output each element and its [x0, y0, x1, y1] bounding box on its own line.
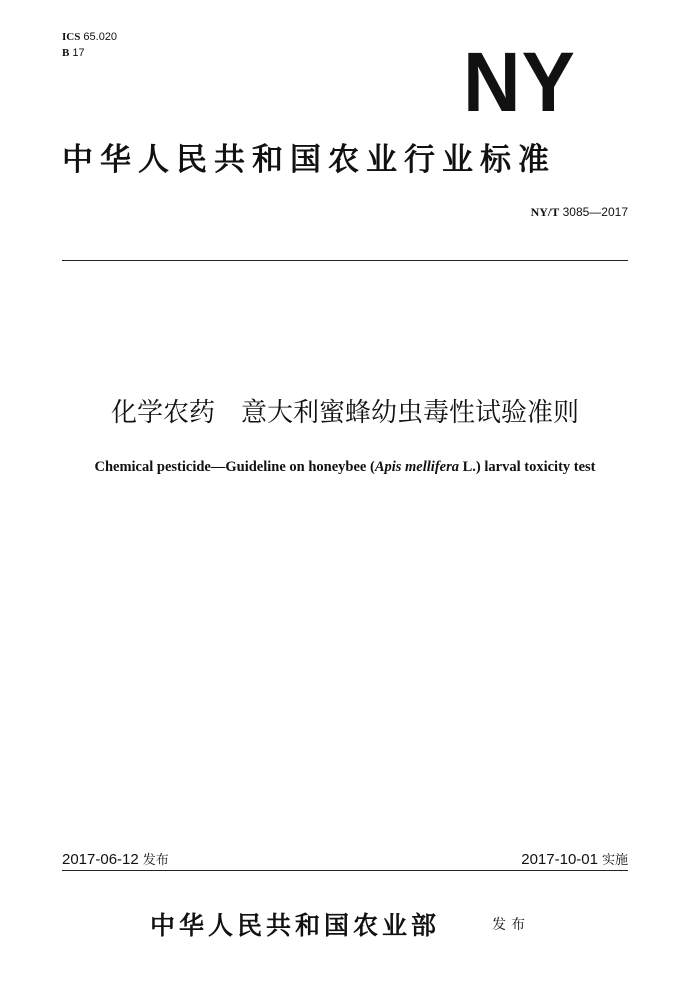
- issuing-authority: 中华人民共和国农业部: [150, 911, 441, 940]
- ics-line: [62, 29, 117, 45]
- ny-logo: NY: [463, 35, 576, 129]
- class-code: 17: [72, 47, 85, 59]
- page-title: 中华人民共和国农业行业标准: [62, 142, 556, 178]
- document-title-cn: [62, 395, 628, 431]
- title-en-after: L.) larval toxicity test: [459, 459, 596, 475]
- title-en-species: Apis mellifera: [374, 459, 459, 475]
- effective-date-value: 2017-10-01: [521, 851, 598, 868]
- header-divider: [62, 260, 628, 261]
- issue-date-label: 发布: [142, 853, 169, 868]
- class-line: [62, 45, 117, 61]
- classification-codes: [62, 29, 117, 61]
- document-title-en: [40, 459, 650, 476]
- issue-date: [62, 849, 169, 868]
- class-label: B: [62, 47, 70, 59]
- effective-date: [521, 849, 628, 868]
- standard-code: 3085—2017: [562, 205, 628, 219]
- standard-number: [531, 205, 628, 220]
- standard-prefix: NY/T: [530, 205, 560, 219]
- issue-date-value: 2017-06-12: [62, 851, 139, 868]
- effective-date-label: 实施: [601, 853, 628, 868]
- issue-word: 发布: [492, 917, 530, 933]
- ics-label: ICS: [62, 31, 81, 43]
- title-en-before: Chemical pesticide—Guideline on honeybee (: [94, 459, 375, 475]
- title-cn-part2: 意大利蜜蜂幼虫毒性试验准则: [241, 398, 580, 428]
- ics-code: 65.020: [83, 31, 118, 43]
- title-cn-part1: 化学农药: [110, 398, 215, 428]
- footer-divider: [62, 870, 628, 871]
